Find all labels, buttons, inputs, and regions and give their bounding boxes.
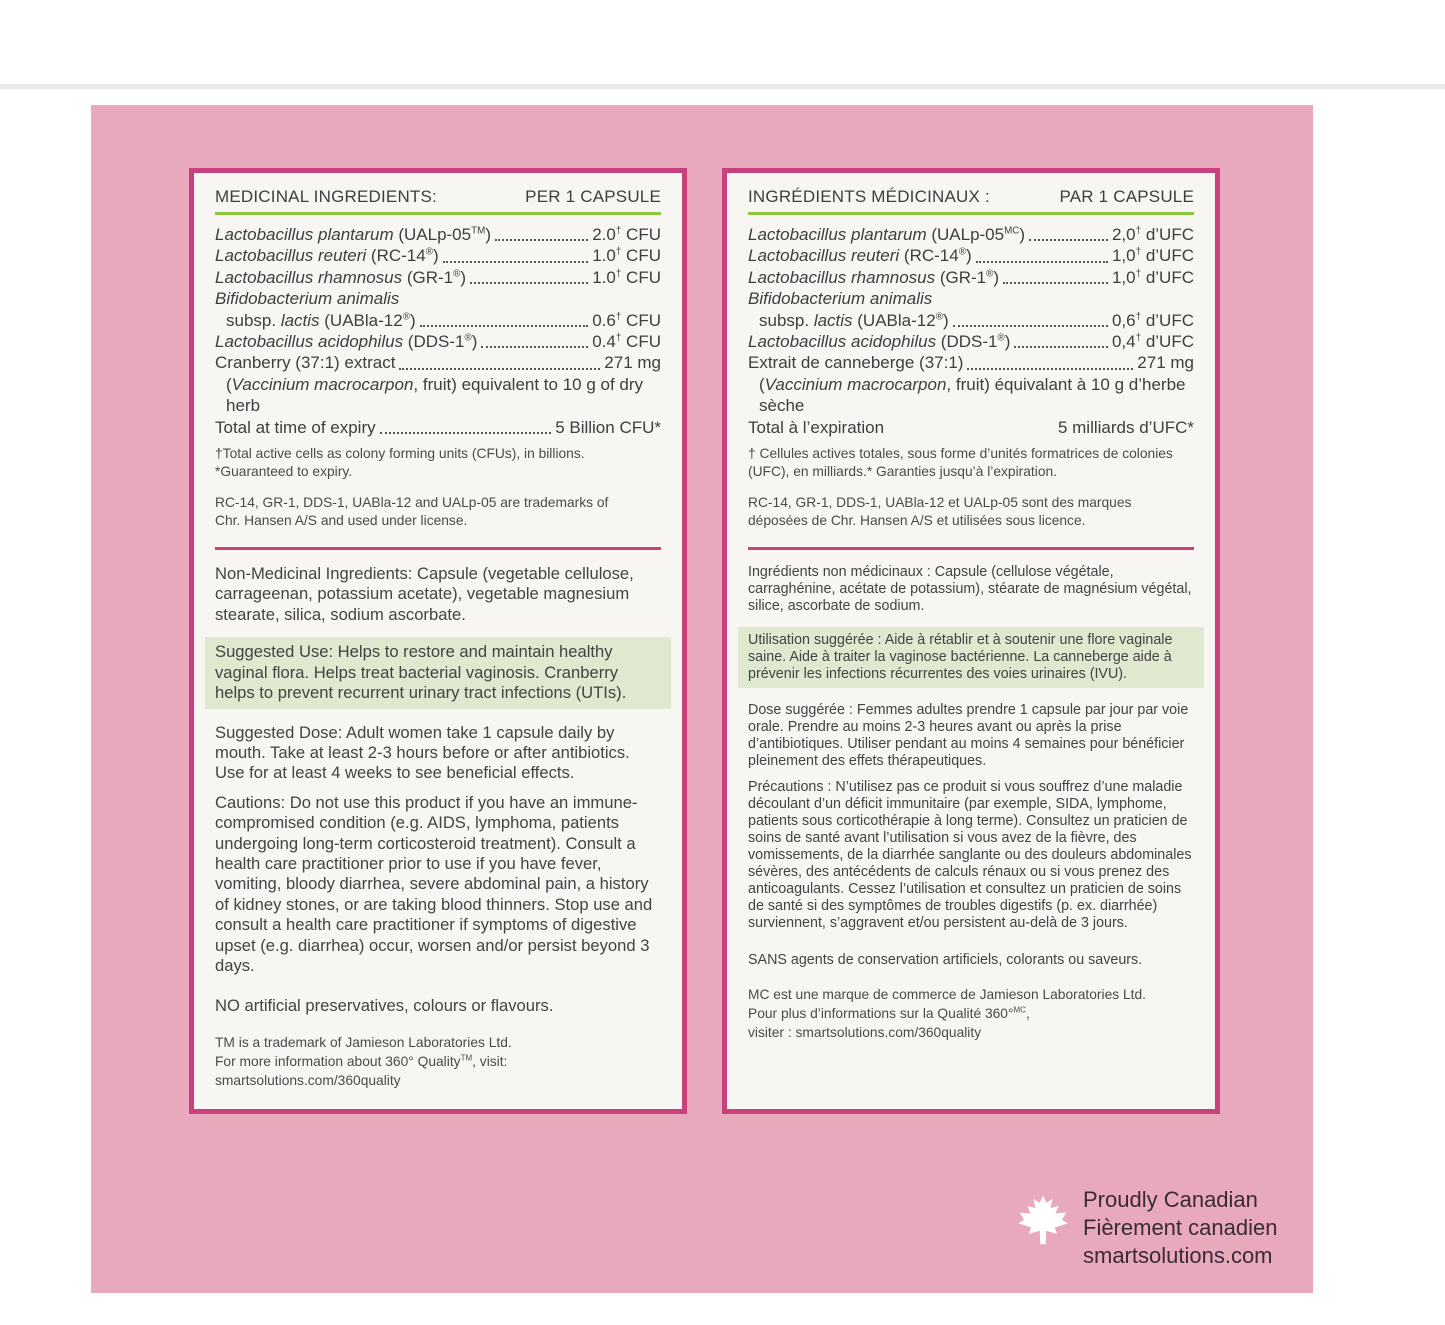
dot-leader — [481, 346, 588, 348]
cautions-en: Cautions: Do not use this product if you have an immune- compromised condition (e.g. AIDS, lymphoma, patients undergoing long-term corticosteroid treatment). Consult a health care practitioner prior to use if you have fever, vomiting, bloody diarrhea, severe abdominal pain, a history of kidney stones, or are taking blood thinners. Stop use and consult a health care practitioner if symptoms of digestive upset (e.g. diarrhea) occur, worsen and/or persist beyond 3 days. — [215, 792, 653, 975]
per-capsule-label-fr: PAR 1 CAPSULE — [1059, 187, 1194, 206]
footer-brand — [1016, 1186, 1277, 1270]
dot-leader — [495, 239, 588, 241]
pink-divider — [748, 547, 1194, 550]
panel-header-fr — [748, 185, 1194, 207]
panel-french — [722, 168, 1220, 1114]
ingredient-row: Lactobacillus plantarum $(UALp-05^{MC})$ 2,0† d’UFC — [748, 225, 1194, 244]
note-line: † Cellules actives totales, sous forme d’unités formatrices de colonies — [748, 446, 1173, 462]
note-line: Pour plus d’informations sur la Qualité 360°$^{MC}$, — [748, 1005, 1030, 1022]
green-rule — [215, 212, 661, 215]
ingredient-row: Lactobacillus acidophilus (DDS-1®) 0.4† CFU — [215, 332, 661, 352]
footer-website: smartsolutions.com — [1083, 1243, 1273, 1268]
ingredient-row: subsp. lactis (UABla-12®) 0.6† CFU — [226, 310, 661, 330]
note-line: Chr. Hansen A/S and used under license. — [215, 513, 468, 529]
note-line: For more information about 360° Quality™, visit: — [215, 1053, 508, 1069]
dot-leader — [1003, 282, 1108, 284]
top-divider-rule — [0, 84, 1445, 89]
ingredient-row: Cranberry (37:1) extract 271 mg — [215, 353, 661, 373]
ingredients-list-fr — [748, 224, 1194, 438]
ingredient-row: Extrait de canneberge (37:1) 271 mg — [748, 353, 1194, 373]
note-line: visiter : smartsolutions.com/360quality — [748, 1025, 982, 1041]
dot-leader — [1029, 239, 1108, 241]
non-medicinal-en: Non-Medicinal Ingredients: Capsule (vegetable cellulose, carrageenan, potassium acetate), vegetable magnesium stearate, silica, sodium ascorbate. — [215, 564, 634, 624]
suggested-dose-en: Suggested Dose: Adult women take 1 capsule daily by mouth. Take at least 2-3 hours before or after antibiotics. Use for at least 4 weeks to see beneficial effects. — [215, 722, 630, 783]
suggested-dose-fr: Dose suggérée : Femmes adultes prendre 1 capsule par jour par voie orale. Prendre au moins 2-3 heures avant ou après la prise d’antibiotiques. Utiliser pendant au moins 4 semaines pour bénéficier pleinement des effets thérapeutiques. — [748, 702, 1189, 770]
jamieson-tm-note-fr — [748, 985, 1194, 1042]
note-line: RC-14, GR-1, DDS-1, UABla-12 and UALp-05 are trademarks of — [215, 495, 609, 511]
non-medicinal-fr: Ingrédients non médicinaux : Capsule (cellulose végétale, carraghénine, acétate de potassium), stéarate de magnésium végétal, silice, ascorbate de sodium. — [748, 564, 1192, 615]
strain-trademark-note-en — [215, 494, 661, 530]
footer-line-french: Fièrement canadien — [1083, 1215, 1278, 1240]
strain-trademark-note-fr — [748, 494, 1194, 530]
dot-leader — [420, 325, 589, 327]
ingredient-row: Bifidobacterium animalis — [748, 289, 933, 309]
ingredient-row: Lactobacillus reuteri (RC-14®) 1,0† d’UFC — [748, 246, 1194, 266]
dot-leader — [443, 261, 589, 263]
cfu-footnote-en — [215, 445, 661, 481]
per-capsule-label: PER 1 CAPSULE — [525, 187, 661, 206]
dot-leader — [976, 261, 1108, 263]
note-line: *Guaranteed to expiry. — [215, 464, 353, 480]
ingredient-row: Bifidobacterium animalis — [215, 289, 400, 309]
no-artificial-en: NO artificial preservatives, colours or flavours. — [215, 996, 554, 1016]
note-line: †Total active cells as colony forming units (CFUs), in billions. — [215, 446, 585, 462]
dot-leader — [470, 282, 588, 284]
panel-header-en — [215, 185, 661, 207]
green-rule — [748, 212, 1194, 215]
cfu-footnote-fr — [748, 445, 1194, 481]
ingredient-row: subsp. lactis (UABla-12®) 0,6† d’UFC — [759, 310, 1194, 330]
note-line: MC est une marque de commerce de Jamieson Laboratories Ltd. — [748, 987, 1147, 1003]
no-artificial-fr: SANS agents de conservation artificiels, colorants ou saveurs. — [748, 952, 1143, 969]
ingredient-row: Total at time of expiry 5 Billion CFU* — [215, 417, 661, 437]
cautions-fr: Précautions : N’utilisez pas ce produit si vous souffrez d’une maladie découlant d’un déficit immunitaire (par exemple, SIDA, lymphome, patients sous corticothérapie à long terme). Consultez un praticien de soins de santé avant l’utilisation si vous avez de la fièvre, des vomissements, de la diarrhée sanglante ou des douleurs abdominales sévères, des antécédents de calculs rénaux ou si vous prenez des anticoagulants. Cessez l’utilisation et consultez un praticien de soins de santé si des symptômes de troubles digestifs (p. ex. diarrhée) surviennent, s’aggravent et/ou persistent au-delà de 3 jours. — [748, 779, 1192, 932]
dot-leader — [380, 432, 552, 434]
jamieson-tm-note-en — [215, 1033, 661, 1090]
medicinal-ingredients-title-fr: INGRÉDIENTS MÉDICINAUX : — [748, 187, 990, 206]
note-line: RC-14, GR-1, DDS-1, UABla-12 et UALp-05 sont des marques — [748, 495, 1132, 511]
dot-leader — [1014, 346, 1108, 348]
maple-leaf-icon — [1016, 1189, 1070, 1251]
dot-leader — [399, 368, 600, 370]
ingredient-row: (Vaccinium macrocarpon, fruit) equivalent to 10 g of dry herb — [226, 374, 644, 416]
ingredient-row: Lactobacillus plantarum (UALp-05™) 2.0† CFU — [215, 225, 661, 244]
panel-english — [189, 168, 687, 1114]
suggested-use-fr: Utilisation suggérée : Aide à rétablir et à soutenir une flore vaginale saine. Aide à traiter la vaginose bactérienne. La canneberge aide à prévenir les infections récurrentes des voies urinaires (IVU). — [738, 627, 1204, 688]
ingredient-row: Lactobacillus acidophilus (DDS-1®) 0,4† d’UFC — [748, 332, 1194, 352]
ingredient-row: Total à l’expiration 5 milliards d’UFC* — [748, 417, 1194, 437]
ingredient-row: (Vaccinium macrocarpon, fruit) équivalant à 10 g d’herbe sèche — [759, 374, 1186, 416]
dot-leader — [967, 368, 1133, 370]
note-line: smartsolutions.com/360quality — [215, 1072, 401, 1088]
footer-line-english: Proudly Canadian — [1083, 1187, 1258, 1212]
ingredient-row: Lactobacillus reuteri (RC-14®) 1.0† CFU — [215, 246, 661, 266]
ingredient-row: Lactobacillus rhamnosus (GR-1®) 1.0† CFU — [215, 267, 661, 287]
dot-leader — [953, 325, 1108, 327]
note-line: (UFC), en milliards.* Garanties jusqu’à l’expiration. — [748, 464, 1058, 480]
ingredients-list-en — [215, 224, 661, 438]
pink-divider — [215, 547, 661, 550]
suggested-use-en: Suggested Use: Helps to restore and maintain healthy vaginal flora. Helps treat bacterial vaginosis. Cranberry helps to prevent recurrent urinary tract infections (UTIs). — [205, 637, 671, 708]
footer-text — [1083, 1186, 1277, 1270]
medicinal-ingredients-title: MEDICINAL INGREDIENTS: — [215, 187, 437, 206]
ingredient-row: Lactobacillus rhamnosus (GR-1®) 1,0† d’UFC — [748, 267, 1194, 287]
note-line: déposées de Chr. Hansen A/S et utilisées sous licence. — [748, 513, 1086, 529]
note-line: TM is a trademark of Jamieson Laboratories Ltd. — [215, 1034, 512, 1050]
